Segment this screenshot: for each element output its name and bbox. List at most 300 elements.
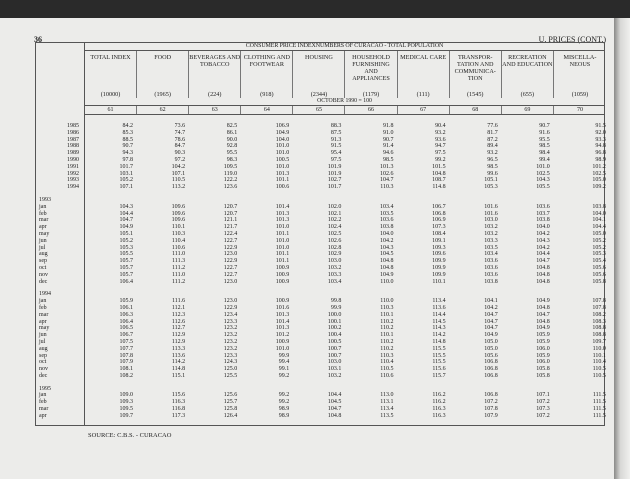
cell-value: 123.3 — [223, 352, 238, 359]
cell-value: 104.0 — [275, 136, 290, 143]
cell-value: 121.7 — [223, 224, 238, 231]
row-label: 1986 — [67, 129, 79, 136]
row-label: jun — [39, 332, 47, 339]
cell-value: 114.8 — [432, 338, 446, 345]
cell-value: 93.2 — [435, 129, 446, 136]
cell-value: 113.2 — [171, 184, 186, 191]
cell-value: 101.0 — [536, 163, 550, 170]
column-weight: (918) — [260, 91, 274, 98]
table-row — [36, 164, 604, 171]
cell-value: 103.6 — [380, 217, 394, 224]
cell-value: 101.0 — [275, 237, 290, 244]
running-head: U. PRICES (CONT.) — [538, 35, 606, 44]
table-row — [36, 231, 604, 238]
cell-value: 110.6 — [171, 244, 186, 251]
cell-value: 100.4 — [327, 332, 342, 339]
column-weight: (1179) — [362, 91, 380, 98]
cell-value: 109.7 — [119, 412, 133, 419]
table-row — [36, 217, 604, 224]
table-title: CONSUMER PRICE INDEXNUMBERS OF CURACAO - TOTAL POPULATION — [85, 43, 604, 51]
cell-value: 103.0 — [484, 217, 498, 224]
row-label: feb — [39, 399, 47, 406]
column-number-row — [85, 105, 604, 115]
cell-value: 109.3 — [432, 244, 446, 251]
column-number: 67 — [398, 106, 450, 114]
row-label: sep — [39, 352, 47, 359]
cell-value: 110.1 — [171, 224, 186, 231]
cell-value: 107.2 — [536, 399, 550, 406]
cell-value: 109.2 — [592, 184, 606, 191]
cell-value: 122.2 — [223, 177, 238, 184]
cell-value: 110.0 — [592, 345, 606, 352]
cell-value: 123.4 — [223, 311, 238, 318]
table-row — [36, 298, 604, 305]
cell-value: 103.3 — [327, 271, 342, 278]
cell-value: 104.8 — [432, 170, 446, 177]
table-row — [36, 413, 604, 420]
cell-value: 103.1 — [327, 366, 342, 373]
table-row — [36, 184, 604, 191]
cell-value: 112.3 — [171, 311, 186, 318]
row-label: apr — [39, 412, 47, 419]
column-header — [554, 51, 606, 98]
cell-value: 101.0 — [275, 150, 290, 157]
table-row — [36, 279, 604, 286]
cell-value: 112.9 — [171, 338, 186, 345]
column-number: 63 — [189, 106, 241, 114]
table-row — [36, 265, 604, 272]
cell-value: 114.2 — [171, 359, 186, 366]
cell-value: 111.2 — [172, 278, 186, 285]
cell-value: 99.2 — [278, 399, 290, 406]
cell-value: 104.7 — [380, 177, 394, 184]
row-label: 1990 — [67, 156, 79, 163]
column-name: BEVERAGES AND TOBACCO — [189, 54, 241, 68]
table-row — [36, 204, 604, 211]
cell-value: 110.2 — [380, 345, 394, 352]
cell-value: 114.2 — [432, 332, 446, 339]
row-label: jan — [39, 298, 47, 305]
cell-value: 101.6 — [484, 210, 498, 217]
cell-value: 99.2 — [278, 392, 290, 399]
cell-value: 101.2 — [592, 163, 606, 170]
cell-value: 112.6 — [171, 318, 186, 325]
cell-value: 98.5 — [487, 163, 498, 170]
cell-value: 97.2 — [174, 156, 186, 163]
cell-value: 102.5 — [536, 170, 550, 177]
cell-value: 100.9 — [275, 264, 290, 271]
source-note: SOURCE: C.B.S. - CURACAO — [88, 432, 172, 439]
cell-value: 94.3 — [122, 150, 133, 157]
cell-value: 102.6 — [380, 170, 394, 177]
row-label: feb — [39, 210, 47, 217]
cell-value: 106.8 — [484, 359, 498, 366]
cell-value: 108.1 — [119, 366, 133, 373]
column-header — [450, 51, 502, 98]
cell-value: 105.6 — [484, 352, 498, 359]
column-header — [85, 51, 137, 98]
cell-value: 108.7 — [432, 177, 446, 184]
cell-value: 109.0 — [119, 392, 133, 399]
table-body — [36, 123, 604, 420]
row-label: 1993 — [39, 196, 51, 203]
cell-value: 110.4 — [592, 359, 606, 366]
column-number: 64 — [241, 106, 293, 114]
column-header — [241, 51, 293, 98]
cell-value: 104.7 — [484, 325, 498, 332]
column-header — [502, 51, 554, 98]
row-label: nov — [39, 366, 48, 373]
cell-value: 100.5 — [327, 338, 342, 345]
cell-value: 93.6 — [435, 136, 446, 143]
cell-value: 101.3 — [275, 311, 290, 318]
cell-value: 112.1 — [171, 304, 186, 311]
cell-value: 122.9 — [223, 304, 238, 311]
row-label: 1989 — [67, 150, 79, 157]
cell-value: 85.3 — [122, 129, 133, 136]
cell-value: 115.5 — [432, 352, 446, 359]
cell-value: 114.3 — [432, 325, 446, 332]
cell-value: 101.1 — [275, 258, 290, 265]
cell-value: 104.2 — [536, 244, 550, 251]
cell-value: 106.9 — [275, 123, 290, 129]
table-row — [36, 346, 604, 353]
cell-value: 125.0 — [223, 366, 238, 373]
column-number: 65 — [293, 106, 345, 114]
cell-value: 107.1 — [171, 170, 186, 177]
table-row — [36, 332, 604, 339]
cell-value: 106.7 — [119, 332, 133, 339]
cell-value: 105.9 — [536, 332, 550, 339]
column-weight: (1059) — [571, 91, 589, 98]
row-label: aug — [39, 345, 48, 352]
table-row — [36, 150, 604, 157]
cell-value: 105.7 — [119, 271, 133, 278]
cell-value: 104.7 — [536, 258, 550, 265]
cell-value: 90.7 — [122, 143, 133, 150]
cell-value: 125.6 — [223, 392, 238, 399]
cell-value: 93.3 — [595, 136, 606, 143]
cell-value: 122.7 — [223, 271, 238, 278]
column-number: 62 — [137, 106, 189, 114]
cell-value: 105.2 — [592, 237, 606, 244]
cell-value: 101.1 — [275, 177, 290, 184]
cell-value: 105.7 — [119, 264, 133, 271]
cell-value: 100.5 — [275, 156, 290, 163]
cell-value: 104.0 — [536, 224, 550, 231]
table-row — [36, 312, 604, 319]
cell-value: 101.3 — [275, 210, 290, 217]
cell-value: 104.9 — [380, 271, 394, 278]
cell-value: 111.3 — [172, 258, 186, 265]
cell-value: 116.3 — [432, 412, 446, 419]
cell-value: 110.1 — [592, 352, 606, 359]
cell-value: 101.9 — [327, 163, 342, 170]
cell-value: 105.2 — [119, 237, 133, 244]
cell-value: 105.0 — [484, 338, 498, 345]
table-row — [36, 359, 604, 366]
cell-value: 105.2 — [592, 244, 606, 251]
cell-value: 101.7 — [119, 163, 133, 170]
cell-value: 100.1 — [327, 318, 342, 325]
cell-value: 88.5 — [122, 136, 133, 143]
cell-value: 110.0 — [380, 278, 394, 285]
column-number: 70 — [576, 107, 583, 113]
column-name: TOTAL INDEX — [90, 54, 131, 61]
cell-value: 119.0 — [223, 170, 238, 177]
cell-value: 77.6 — [487, 123, 498, 129]
cell-value: 92.8 — [226, 143, 238, 150]
cell-value: 91.5 — [595, 123, 606, 129]
cell-value: 98.3 — [226, 156, 238, 163]
table-row — [36, 130, 604, 137]
cell-value: 82.5 — [226, 123, 238, 129]
cell-value: 105.3 — [119, 244, 133, 251]
cell-value: 104.4 — [536, 251, 550, 258]
cell-value: 123.0 — [223, 278, 238, 285]
cell-value: 115.1 — [171, 372, 186, 379]
cell-value: 106.8 — [484, 372, 498, 379]
cell-value: 104.2 — [171, 163, 186, 170]
cell-value: 94.7 — [435, 143, 446, 150]
cell-value: 100.9 — [275, 278, 290, 285]
column-name: CLOTHING AND FOOTWEAR — [243, 54, 290, 68]
cell-value: 116.8 — [171, 406, 186, 413]
cell-value: 91.4 — [383, 143, 394, 150]
table-row — [36, 177, 604, 184]
column-weight: (2344) — [310, 91, 328, 98]
column-weight: (1545) — [466, 91, 484, 98]
table-row — [36, 305, 604, 312]
column-name: MISCELLA- NEOUS — [563, 54, 597, 68]
cell-value: 104.8 — [380, 264, 394, 271]
cell-value: 90.4 — [435, 123, 446, 129]
cell-value: 113.4 — [432, 298, 446, 305]
cell-value: 107.8 — [592, 304, 606, 311]
cell-value: 98.9 — [595, 156, 606, 163]
cell-value: 101.0 — [275, 244, 290, 251]
cell-value: 121.1 — [223, 217, 238, 224]
column-weight: (1965) — [154, 91, 171, 98]
cell-value: 123.2 — [223, 325, 238, 332]
cell-value: 113.3 — [171, 345, 186, 352]
cell-value: 103.6 — [484, 264, 498, 271]
cell-value: 113.6 — [432, 304, 446, 311]
row-label: 1988 — [67, 143, 79, 150]
cell-value: 104.9 — [119, 224, 133, 231]
table-row — [36, 353, 604, 360]
table-row — [36, 211, 604, 218]
cell-value: 101.3 — [380, 163, 394, 170]
cell-value: 84.2 — [122, 123, 133, 129]
row-label: jul — [39, 338, 46, 345]
cell-value: 116.2 — [432, 399, 446, 406]
cell-value: 74.7 — [174, 129, 186, 136]
cell-value: 103.4 — [484, 251, 498, 258]
cell-value: 100.7 — [327, 345, 342, 352]
table-row — [36, 171, 604, 178]
cell-value: 107.1 — [536, 392, 550, 399]
column-number: 66 — [346, 106, 398, 114]
cell-value: 107.9 — [119, 359, 133, 366]
cell-value: 102.6 — [327, 237, 342, 244]
cell-value: 103.1 — [119, 170, 133, 177]
cell-value: 91.0 — [383, 129, 394, 136]
cell-value: 90.3 — [174, 150, 186, 157]
cell-value: 98.9 — [278, 406, 290, 413]
cell-value: 116.3 — [432, 406, 446, 413]
cell-value: 106.5 — [119, 325, 133, 332]
cell-value: 107.2 — [484, 399, 498, 406]
cell-value: 88.3 — [330, 123, 342, 129]
cell-value: 99.9 — [278, 352, 290, 359]
cell-value: 105.8 — [536, 372, 550, 379]
cell-value: 108.4 — [432, 230, 446, 237]
cell-value: 107.3 — [432, 224, 446, 231]
cell-value: 104.7 — [536, 311, 550, 318]
cell-value: 109.9 — [432, 264, 446, 271]
cell-value: 95.5 — [226, 150, 238, 157]
row-label: mar — [39, 311, 49, 318]
cell-value: 103.0 — [327, 359, 342, 366]
cell-value: 94.8 — [595, 143, 606, 150]
cell-value: 110.2 — [380, 325, 394, 332]
cell-value: 106.8 — [484, 392, 498, 399]
cell-value: 104.7 — [484, 311, 498, 318]
cell-value: 105.1 — [119, 230, 133, 237]
cell-value: 102.1 — [327, 210, 342, 217]
table-row — [36, 245, 604, 252]
base-period: OCTOBER 1990 = 100 — [317, 98, 372, 104]
cell-value: 98.5 — [539, 143, 550, 150]
table-row — [36, 272, 604, 279]
cell-value: 90.7 — [383, 136, 394, 143]
column-weight: (224) — [208, 91, 222, 98]
row-label: jul — [39, 244, 46, 251]
cell-value: 104.8 — [536, 318, 550, 325]
cell-value: 108.2 — [592, 311, 606, 318]
row-label: apr — [39, 318, 47, 325]
cell-value: 104.7 — [327, 406, 342, 413]
cell-value: 101.0 — [275, 345, 290, 352]
cell-value: 104.9 — [536, 325, 550, 332]
cell-value: 91.3 — [330, 136, 342, 143]
cell-value: 99.9 — [330, 304, 342, 311]
cell-value: 111.0 — [172, 251, 186, 258]
cell-value: 101.4 — [275, 318, 290, 325]
cell-value: 101.5 — [432, 163, 446, 170]
cell-value: 108.8 — [592, 325, 606, 332]
column-name: MEDICAL CARE — [400, 54, 447, 61]
cell-value: 117.3 — [171, 412, 186, 419]
row-label: jun — [39, 237, 47, 244]
cell-value: 107.9 — [484, 412, 498, 419]
table-row — [36, 339, 604, 346]
cell-value: 106.3 — [119, 311, 133, 318]
cell-value: 104.9 — [484, 332, 498, 339]
cell-value: 110.1 — [380, 311, 394, 318]
cell-value: 123.0 — [223, 251, 238, 258]
cell-value: 103.3 — [484, 237, 498, 244]
cell-value: 92.0 — [595, 129, 606, 136]
cell-value: 97.5 — [435, 150, 446, 157]
cell-value: 100.7 — [327, 352, 342, 359]
table-row — [36, 143, 604, 150]
cell-value: 107.8 — [592, 298, 606, 305]
cell-value: 110.3 — [380, 304, 394, 311]
cell-value: 107.1 — [119, 184, 133, 191]
cell-value: 105.3 — [592, 251, 606, 258]
cell-value: 101.7 — [327, 184, 342, 191]
cell-value: 104.3 — [119, 203, 133, 210]
row-label: mar — [39, 406, 49, 413]
cell-value: 97.5 — [330, 156, 342, 163]
cell-value: 90.0 — [226, 136, 238, 143]
cell-value: 101.1 — [275, 230, 290, 237]
cell-value: 100.9 — [275, 298, 290, 305]
table-row — [36, 386, 604, 393]
cell-value: 104.1 — [592, 217, 606, 224]
cell-value: 124.3 — [223, 359, 238, 366]
table-row — [36, 238, 604, 245]
cell-value: 103.8 — [484, 278, 498, 285]
cell-value: 104.8 — [536, 271, 550, 278]
cell-value: 105.0 — [592, 230, 606, 237]
cell-value: 73.6 — [174, 123, 186, 129]
cell-value: 101.1 — [275, 251, 290, 258]
cell-value: 104.8 — [327, 412, 342, 419]
row-label: apr — [39, 224, 47, 231]
cell-value: 123.2 — [223, 332, 238, 339]
cell-value: 111.2 — [172, 264, 186, 271]
cell-value: 101.0 — [275, 143, 290, 150]
cell-value: 89.4 — [487, 143, 498, 150]
cell-value: 110.2 — [380, 318, 394, 325]
cell-value: 104.0 — [380, 230, 394, 237]
table-row — [36, 258, 604, 265]
cell-value: 103.4 — [380, 203, 394, 210]
row-label: oct — [39, 264, 47, 271]
cell-value: 99.2 — [278, 372, 290, 379]
cell-value: 104.4 — [327, 392, 342, 399]
cell-value: 106.1 — [119, 304, 133, 311]
table-row — [36, 157, 604, 164]
cell-value: 109.6 — [171, 217, 186, 224]
cell-value: 105.2 — [119, 177, 133, 184]
cell-value: 103.2 — [327, 372, 342, 379]
column-number: 69 — [502, 106, 554, 114]
cell-value: 104.8 — [380, 258, 394, 265]
cell-value: 87.2 — [487, 136, 498, 143]
cell-value: 114.8 — [432, 184, 446, 191]
cell-value: 112.9 — [171, 332, 186, 339]
cell-value: 125.7 — [223, 399, 238, 406]
cell-value: 104.3 — [536, 177, 550, 184]
cell-value: 110.5 — [380, 366, 394, 373]
cell-value: 99.8 — [330, 298, 342, 305]
cell-value: 114.5 — [432, 318, 446, 325]
cell-value: 122.9 — [223, 258, 238, 265]
cell-value: 100.9 — [275, 338, 290, 345]
cell-value: 108.3 — [592, 318, 606, 325]
cell-value: 110.4 — [171, 237, 186, 244]
cell-value: 104.8 — [536, 304, 550, 311]
table-row — [36, 123, 604, 130]
cell-value: 101.0 — [275, 224, 290, 231]
cell-value: 90.7 — [539, 123, 550, 129]
table-row — [36, 197, 604, 204]
cell-value: 103.6 — [536, 203, 550, 210]
